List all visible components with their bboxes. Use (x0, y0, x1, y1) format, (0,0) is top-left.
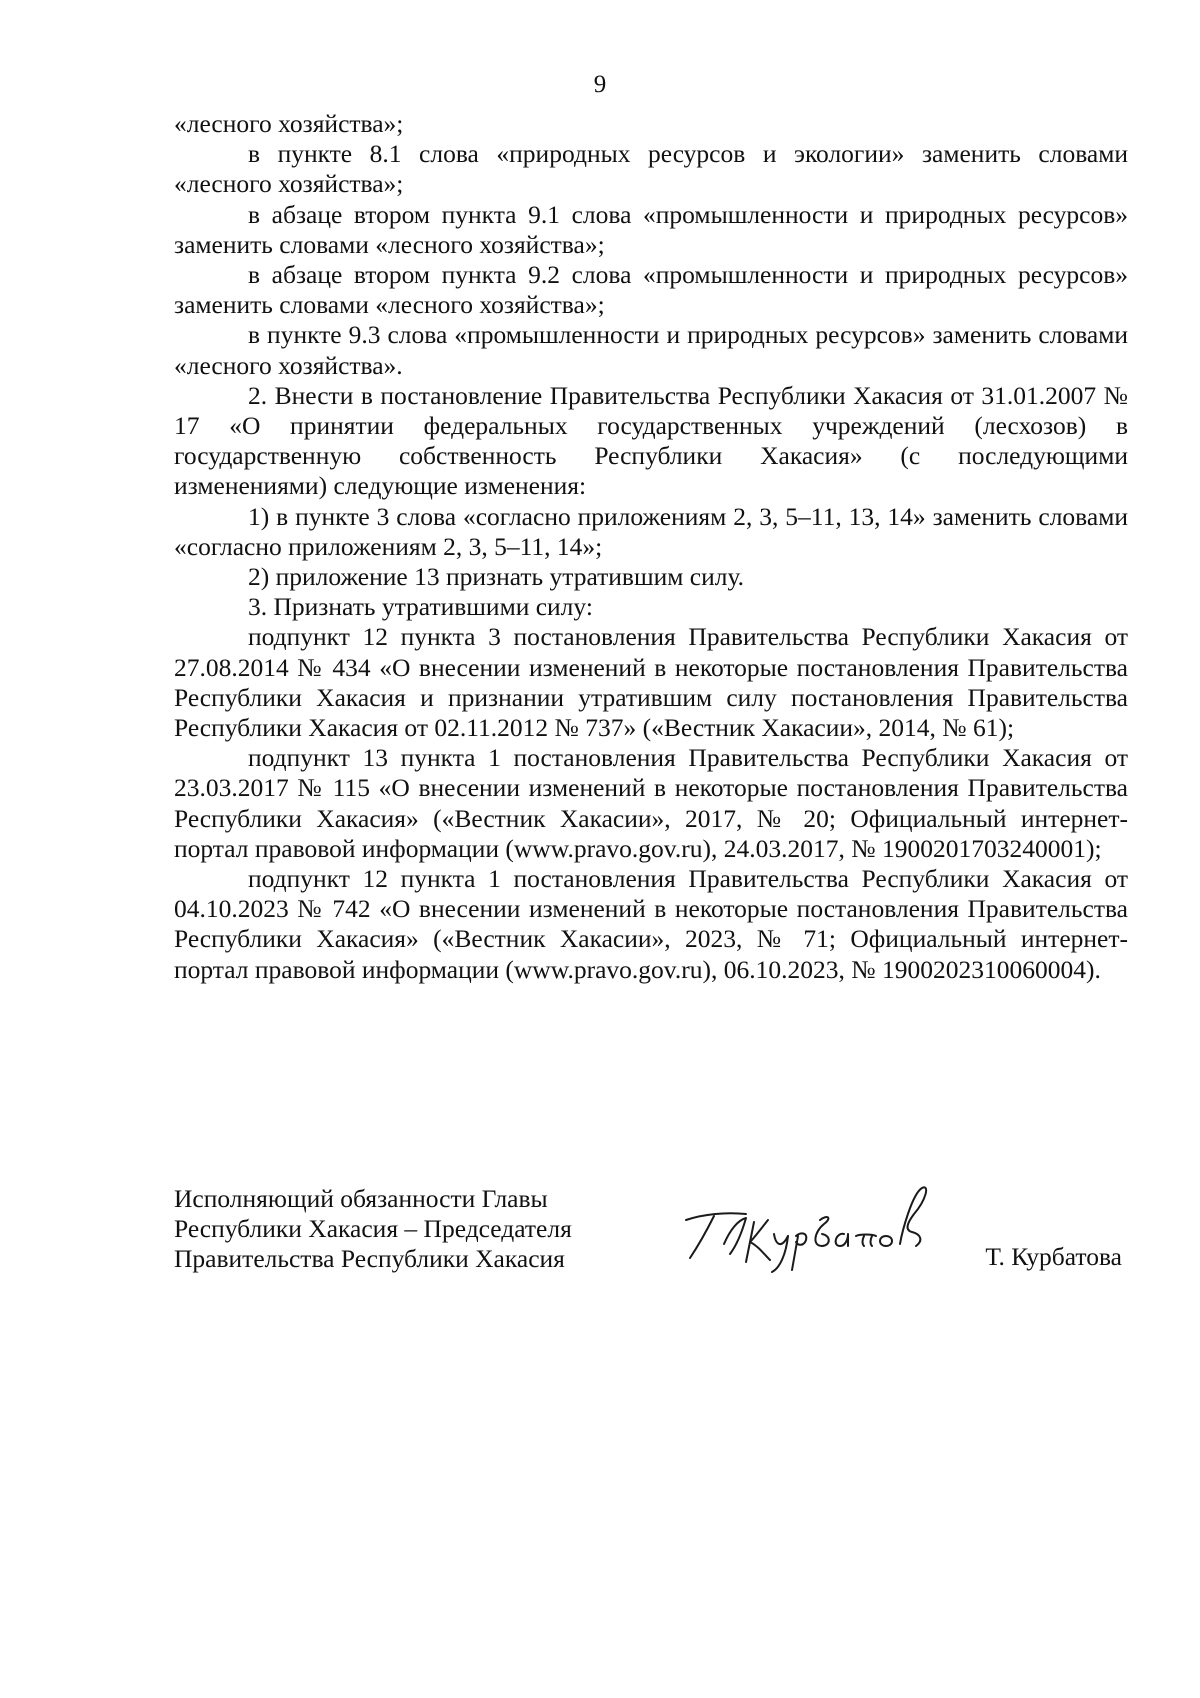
handwritten-signature (676, 1174, 936, 1274)
paragraph: в абзаце втором пункта 9.1 слова «промышленности и природных ресурсов» заменить словами «лесного хозяйства»; (174, 199, 1128, 259)
paragraph: 1) в пункте 3 слова «согласно приложениям 2, 3, 5–11, 13, 14» заменить словами «согласно приложениям 2, 3, 5–11, 14»; (174, 501, 1128, 561)
signatory-title-line: Исполняющий обязанности Главы (174, 1184, 548, 1213)
signatory-title-line: Республики Хакасия – Председателя (174, 1214, 572, 1244)
paragraph: 2) приложение 13 признать утратившим силу. (248, 562, 745, 592)
paragraph: в пункте 8.1 слова «природных ресурсов и экологии» заменить словами «лесного хозяйства»; (174, 139, 1128, 199)
signatory-name: Т. Курбатова (985, 1242, 1122, 1271)
paragraph: «лесного хозяйства»; (174, 109, 404, 138)
paragraph: подпункт 13 пункта 1 постановления Правительства Республики Хакасия от 23.03.2017 № 115 «О внесении изменений в некоторые постановления Правительства Республики Хакасия» («Вестник Хакасии», 2017, № 20; Официальный интернет-портал правовой информации (www.pravo.gov.ru), 24.03.2017, № 1900201703240001); (174, 743, 1128, 863)
page-number: 9 (593, 71, 607, 98)
paragraph: в пункте 9.3 слова «промышленности и природных ресурсов» заменить словами «лесного хозяйства». (174, 320, 1128, 380)
paragraph: 2. Внести в постановление Правительства Республики Хакасия от 31.01.2007 № 17 «О принятии федеральных государственных учреждений (лесхозов) в государственную собственность Республики Хакасия» (с последующими изменениями) следующие изменения: (174, 380, 1128, 501)
paragraph: 3. Признать утратившими силу: (248, 592, 593, 622)
signature-block (174, 1184, 1128, 1304)
paragraph: подпункт 12 пункта 1 постановления Правительства Республики Хакасия от 04.10.2023 № 742 «О внесении изменений в некоторые постановления Правительства Республики Хакасия» («Вестник Хакасии», 2023, № 71; Официальный интернет-портал правовой информации (www.pravo.gov.ru), 06.10.2023, № 1900202310060004). (174, 864, 1128, 984)
signatory-title-line: Правительства Республики Хакасия (174, 1244, 565, 1274)
document-body (174, 109, 1128, 985)
signatory-title (174, 1184, 572, 1275)
paragraph: подпункт 12 пункта 3 постановления Правительства Республики Хакасия от 27.08.2014 № 434 «О внесении изменений в некоторые постановления Правительства Республики Хакасия и признании утратившим силу постановления Правительства Республики Хакасия от 02.11.2012 № 737» («Вестник Хакасии», 2014, № 61); (174, 622, 1128, 743)
paragraph: в абзаце втором пункта 9.2 слова «промышленности и природных ресурсов» заменить словами «лесного хозяйства»; (174, 260, 1128, 320)
